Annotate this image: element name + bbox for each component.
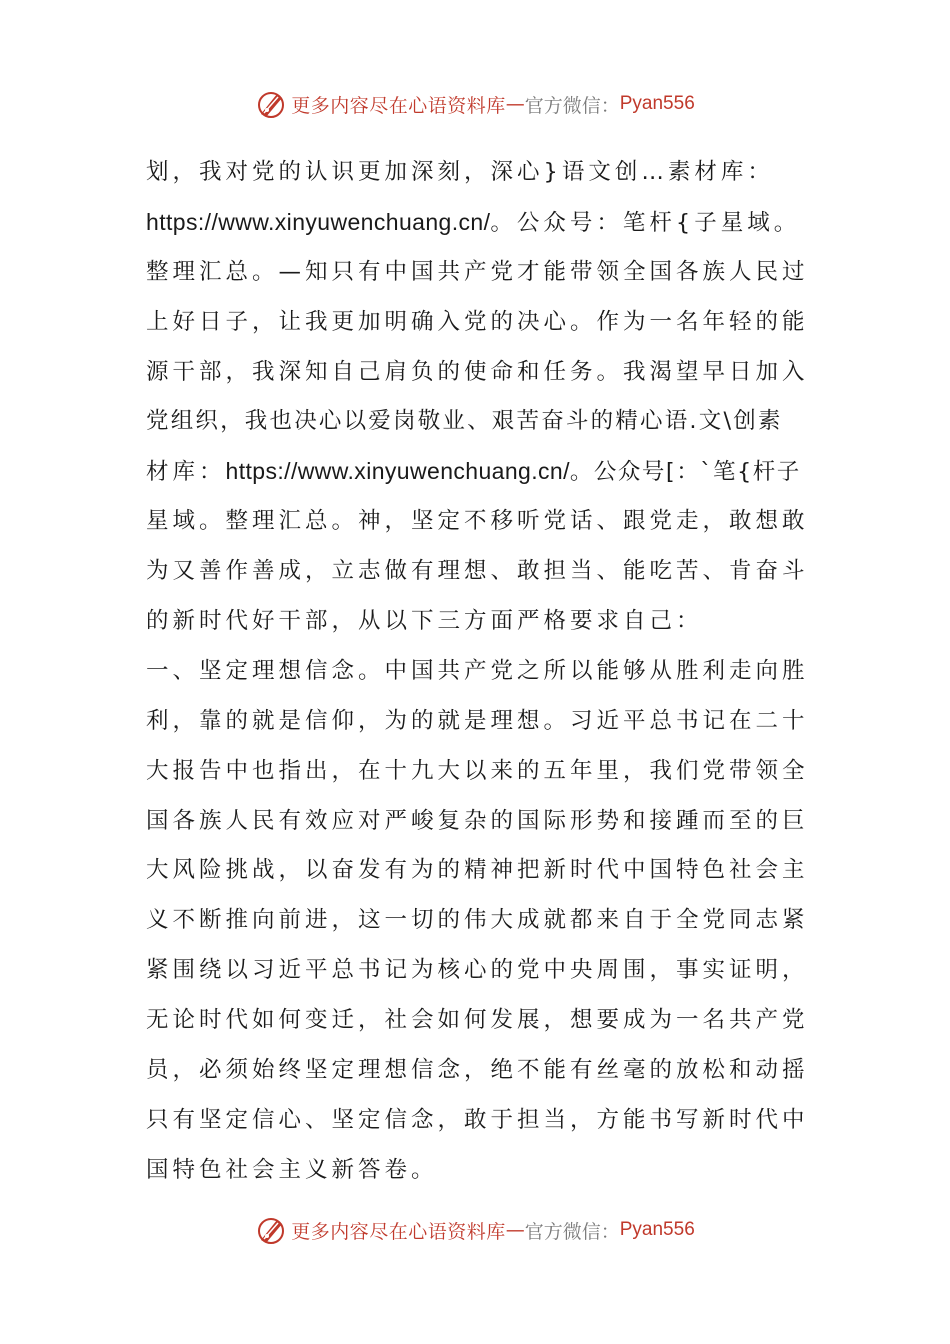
text-line: 党组织，我也决心以爱岗敬业、艰苦奋斗的精心语.文\创素 — [146, 408, 783, 435]
banner-dash: — — [505, 1219, 525, 1241]
text-line: 为又善作善成，立志做有理想、敢担当、能吃苦、肯奋斗 — [146, 558, 809, 585]
footer-watermark-banner — [0, 1210, 950, 1250]
text-line: 整理汇总。—知只有中国共产党才能带领全国各族人民过 — [146, 258, 809, 285]
banner-wechat-id: Pyan556 — [619, 93, 695, 114]
text-line: 一、坚定理想信念。中国共产党之所以能够从胜利走向胜 — [146, 657, 809, 684]
text-line — [146, 447, 806, 497]
banner-title: 更多内容尽在心语资料库 — [291, 94, 506, 117]
text-line: 大报告中也指出，在十九大以来的五年里，我们党带领全 — [146, 757, 809, 784]
text-line: 无论时代如何变迁，社会如何发展，想要成为一名共产党 — [146, 1007, 809, 1034]
pen-nib-logo-icon — [255, 1214, 287, 1246]
banner-title: 更多内容尽在心语资料库 — [291, 1220, 506, 1243]
text-line: 的新时代好干部，从以下三方面严格要求自己： — [146, 608, 703, 635]
text-line: 国特色社会主义新答卷。 — [146, 1156, 438, 1183]
text-line: 大风险挑战，以奋发有为的精神把新时代中国特色社会主 — [146, 857, 809, 884]
site-url: https://www.xinyuwenchuang.cn/ — [146, 208, 491, 235]
text-line: 紧围绕以习近平总书记为核心的党中央周围，事实证明， — [146, 957, 809, 984]
banner-dash: — — [505, 93, 525, 115]
text-line: 利，靠的就是信仰，为的就是理想。习近平总书记在二十 — [146, 707, 809, 734]
banner-label: 官方微信： — [524, 1220, 620, 1243]
text-line: 义不断推向前进，这一切的伟大成就都来自于全党同志紧 — [146, 907, 809, 934]
text-line: 划，我对党的认识更加深刻，深心}语文创…素材库： — [146, 159, 774, 185]
text-line: 源干部，我深知自己肩负的使命和任务。我渴望早日加入 — [146, 358, 809, 385]
text-line: 国各族人民有效应对严峻复杂的国际形势和接踵而至的巨 — [146, 807, 809, 834]
text-line — [146, 198, 806, 248]
pen-nib-logo-icon — [255, 88, 287, 120]
text-line: 星域。整理汇总。神，坚定不移听党话、跟党走，敢想敢 — [146, 508, 809, 535]
document-body — [146, 148, 809, 1196]
site-url: https://www.xinyuwenchuang.cn/ — [225, 458, 570, 485]
header-watermark-banner — [0, 84, 950, 124]
text-span: 。公众号[：`笔{杆子 — [569, 459, 801, 486]
banner-label: 官方微信： — [524, 94, 620, 117]
text-line: 上好日子，让我更加明确入党的决心。作为一名年轻的能 — [146, 308, 809, 335]
text-line: 只有坚定信心、坚定信念，敢于担当，方能书写新时代中 — [146, 1106, 809, 1133]
text-span: 。公众号：笔杆{子星域。 — [490, 209, 801, 236]
banner-wechat-id: Pyan556 — [619, 1219, 695, 1240]
text-line: 员，必须始终坚定理想信念，绝不能有丝毫的放松和动摇 — [146, 1057, 809, 1084]
text-span: 材库： — [146, 459, 226, 486]
